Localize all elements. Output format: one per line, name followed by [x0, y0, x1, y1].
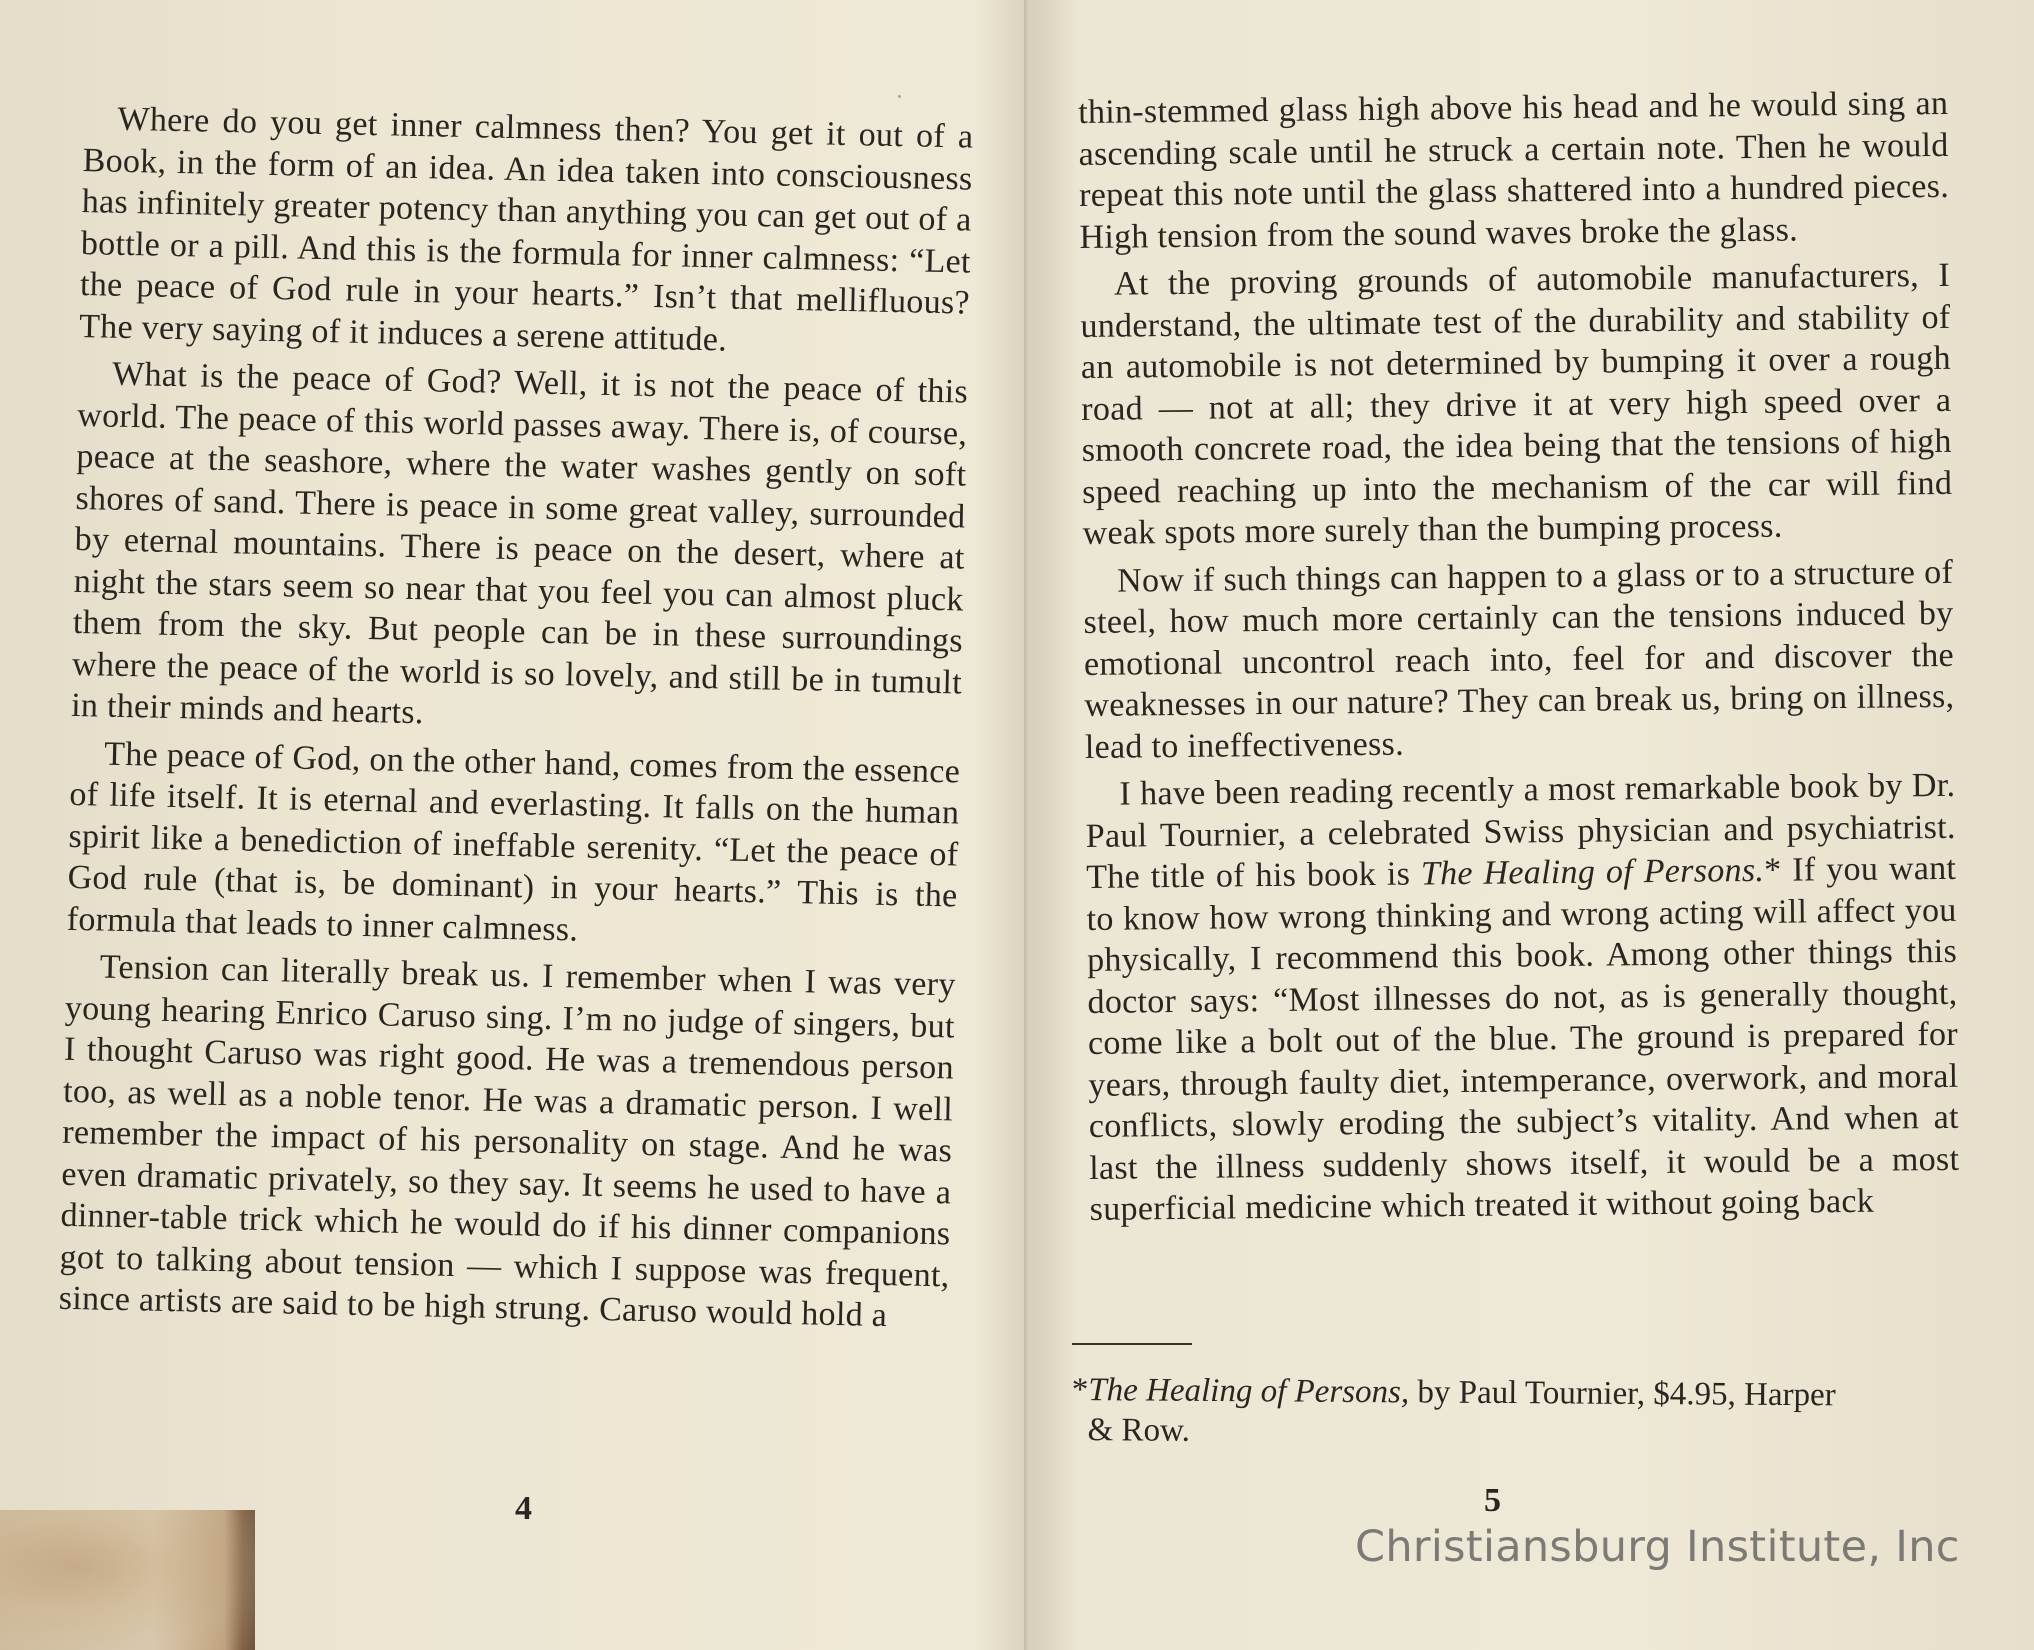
paragraph: Where do you get inner calmness then? You get it out of a Book, in the form of an idea. An idea taken into consciousness has infinitely greater potency than anything you can get out of a bottle or a pill. And this is the formula for inner calmness: “Let the peace of God rule in your hearts.” Isn’t that mellifluous? The very saying of it induces a serene attitude.	[78, 100, 974, 359]
footnote-book-title: The Healing of Persons,	[1088, 1372, 1410, 1411]
paragraph	[1085, 765, 1960, 1231]
paragraph: thin-stemmed glass high above his head and he would sing an ascending scale until he struck a certain note. Then he would repeat this note until the glass shattered into a hundred pieces. High tension from the sound waves broke the glass.	[1078, 84, 1950, 256]
paragraph-text: * If you want to know how wrong thinking and wrong acting will affect you physically, I recommend this book. Among other things this doctor says: “Most illnesses do not, as is generally thought, come like a bolt out of the blue. The ground is prepared for years, through faulty diet, intemperance, overwork, and moral conflicts, slowly eroding the subject’s vitality. And when at last the illness suddenly shows itself, it would be a most superficial medicine which treated it without going back	[1086, 849, 1960, 1228]
page-number-left: 4	[515, 1490, 532, 1527]
paragraph: Now if such things can happen to a glass or to a structure of steel, how much more certainly can the tensions induced by emotional uncontrol reach into, feel for and discover the weaknesses in our nature? They can break us, bring on illness, lead to ineffectiveness.	[1083, 553, 1955, 766]
footnote	[1071, 1370, 1942, 1456]
paragraph: What is the peace of God? Well, it is not the peace of this world. The peace of this world passes away. There is, of course, peace at the seashore, where the water washes gently on soft shores of sand. There is peace in some great valley, surrounded by eternal mountains. There is peace on the desert, where at night the stars seem so near that you feel you can almost pluck them from the sky. But people can be in these surroundings where the peace of the world is so lovely, and still be in tumult in their minds and hearts.	[70, 355, 969, 732]
page-number-right: 5	[1484, 1482, 1501, 1519]
footnote-text: & Row.	[1087, 1412, 1191, 1449]
footnote-rule	[1072, 1343, 1192, 1345]
right-page-text	[1078, 83, 1960, 1231]
left-page-text	[58, 98, 973, 1338]
paragraph: Tension can literally break us. I remember when I was very young hearing Enrico Caruso sing. I’m no judge of singers, but I thought Caruso was right good. He was a tremendous person too, as well as a noble tenor. He was a dramatic person. I well remember the impact of his personality on stage. And he was even dramatic privately, so they say. It seems he used to have a dinner-table trick which he would do if his dinner companions got to talking about tension — which I suppose was frequent, since artists are said to be high strung. Caruso would hold a	[58, 948, 957, 1335]
paragraph-text: I have been reading recently a most remarkable book by Dr. Paul Tournier, a celebrated Swiss physician and psychiatrist. The title of his book is	[1085, 766, 1956, 896]
watermark: Christiansburg Institute, Inc	[1355, 1522, 1960, 1572]
dust-speck	[898, 95, 901, 98]
book-title: The Healing of Persons.	[1420, 851, 1765, 893]
footnote-text: by Paul Tournier, $4.95, Harper	[1409, 1374, 1836, 1414]
footnote-marker: *	[1071, 1372, 1089, 1409]
paragraph: The peace of God, on the other hand, comes from the essence of life itself. It is eternal and everlasting. It falls on the human spirit like a benediction of ineffable serenity. “Let the peace of God rule (that is, be dominant) in your hearts.” This is the formula that leads to inner calmness.	[66, 735, 961, 949]
paper-stain	[0, 1510, 255, 1650]
paragraph: At the proving grounds of automobile manufacturers, I understand, the ultimate test of the durability and stability of an automobile is not determined by bumping it over a rough road — not at all; they drive it at very high speed over a smooth concrete road, the idea being that the tensions of high speed reaching up into the mechanism of the car will find weak spots more surely than the bumping process.	[1080, 256, 1953, 552]
